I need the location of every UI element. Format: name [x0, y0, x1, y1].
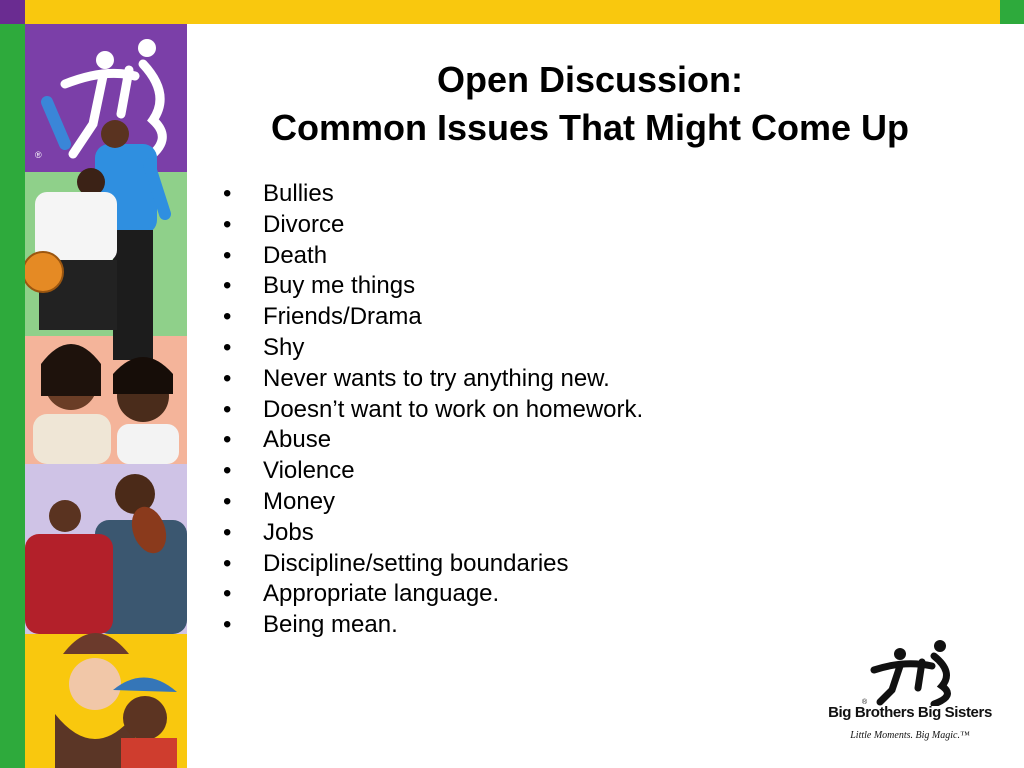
registered-mark: ® — [35, 150, 42, 160]
bullet-icon: • — [223, 611, 232, 639]
top-bar-purple-corner — [0, 0, 25, 24]
list-item — [223, 518, 643, 549]
bullet-icon: • — [223, 549, 232, 577]
list-item — [223, 364, 643, 395]
bullet-icon: • — [223, 241, 232, 269]
list-item-text: Never wants to try anything new. — [263, 364, 610, 392]
left-green-stripe — [0, 24, 25, 768]
bullet-icon: • — [223, 272, 232, 300]
list-item-text: Appropriate language. — [263, 580, 500, 608]
list-item-text: Violence — [263, 457, 355, 485]
bullet-icon: • — [223, 303, 232, 331]
list-item-text: Bullies — [263, 180, 334, 207]
list-item-text: Divorce — [263, 210, 345, 238]
logo-name: Big Brothers Big Sisters — [828, 704, 992, 721]
issues-list — [223, 179, 643, 641]
list-item — [223, 425, 643, 456]
list-item — [223, 302, 643, 333]
logo-tagline: Little Moments. Big Magic.™ — [850, 730, 970, 741]
bbbs-logo — [822, 636, 998, 748]
list-item — [223, 456, 643, 487]
list-item-text: Doesn’t want to work on homework. — [263, 395, 644, 423]
bullet-icon: • — [223, 518, 232, 546]
list-item-text: Money — [263, 487, 336, 515]
list-item-text: Friends/Drama — [263, 303, 422, 331]
list-item — [223, 333, 643, 364]
title-line-2: Common Issues That Might Come Up — [270, 107, 910, 148]
logo-registered-mark: ® — [862, 699, 868, 706]
top-bar — [0, 0, 1024, 24]
list-item — [223, 549, 643, 580]
bullet-icon: • — [223, 457, 232, 485]
list-item-text: Shy — [263, 333, 305, 361]
slide-title — [190, 56, 990, 152]
list-item — [223, 395, 643, 426]
top-bar-green-corner — [1000, 0, 1024, 24]
bullet-icon: • — [223, 180, 232, 207]
list-item-text: Jobs — [263, 518, 314, 546]
bullet-icon: • — [223, 364, 232, 392]
list-item-text: Abuse — [263, 426, 332, 454]
list-item — [223, 610, 643, 641]
list-item — [223, 241, 643, 272]
bullet-icon: • — [223, 580, 232, 608]
bullet-icon: • — [223, 333, 232, 361]
list-item-text: Death — [263, 241, 328, 269]
bullet-icon: • — [223, 210, 232, 238]
list-item — [223, 210, 643, 241]
bullet-icon: • — [223, 426, 232, 454]
title-line-1: Open Discussion: — [436, 59, 744, 100]
bullet-icon: • — [223, 395, 232, 423]
list-item — [223, 179, 643, 210]
list-item-text: Discipline/setting boundaries — [263, 549, 569, 577]
list-item — [223, 271, 643, 302]
bbbs-figures-icon — [822, 636, 998, 706]
list-item — [223, 579, 643, 610]
list-item — [223, 487, 643, 518]
list-item-text: Buy me things — [263, 272, 416, 300]
list-item-text: Being mean. — [263, 611, 398, 639]
bullet-icon: • — [223, 487, 232, 515]
photo-collage — [25, 24, 187, 768]
